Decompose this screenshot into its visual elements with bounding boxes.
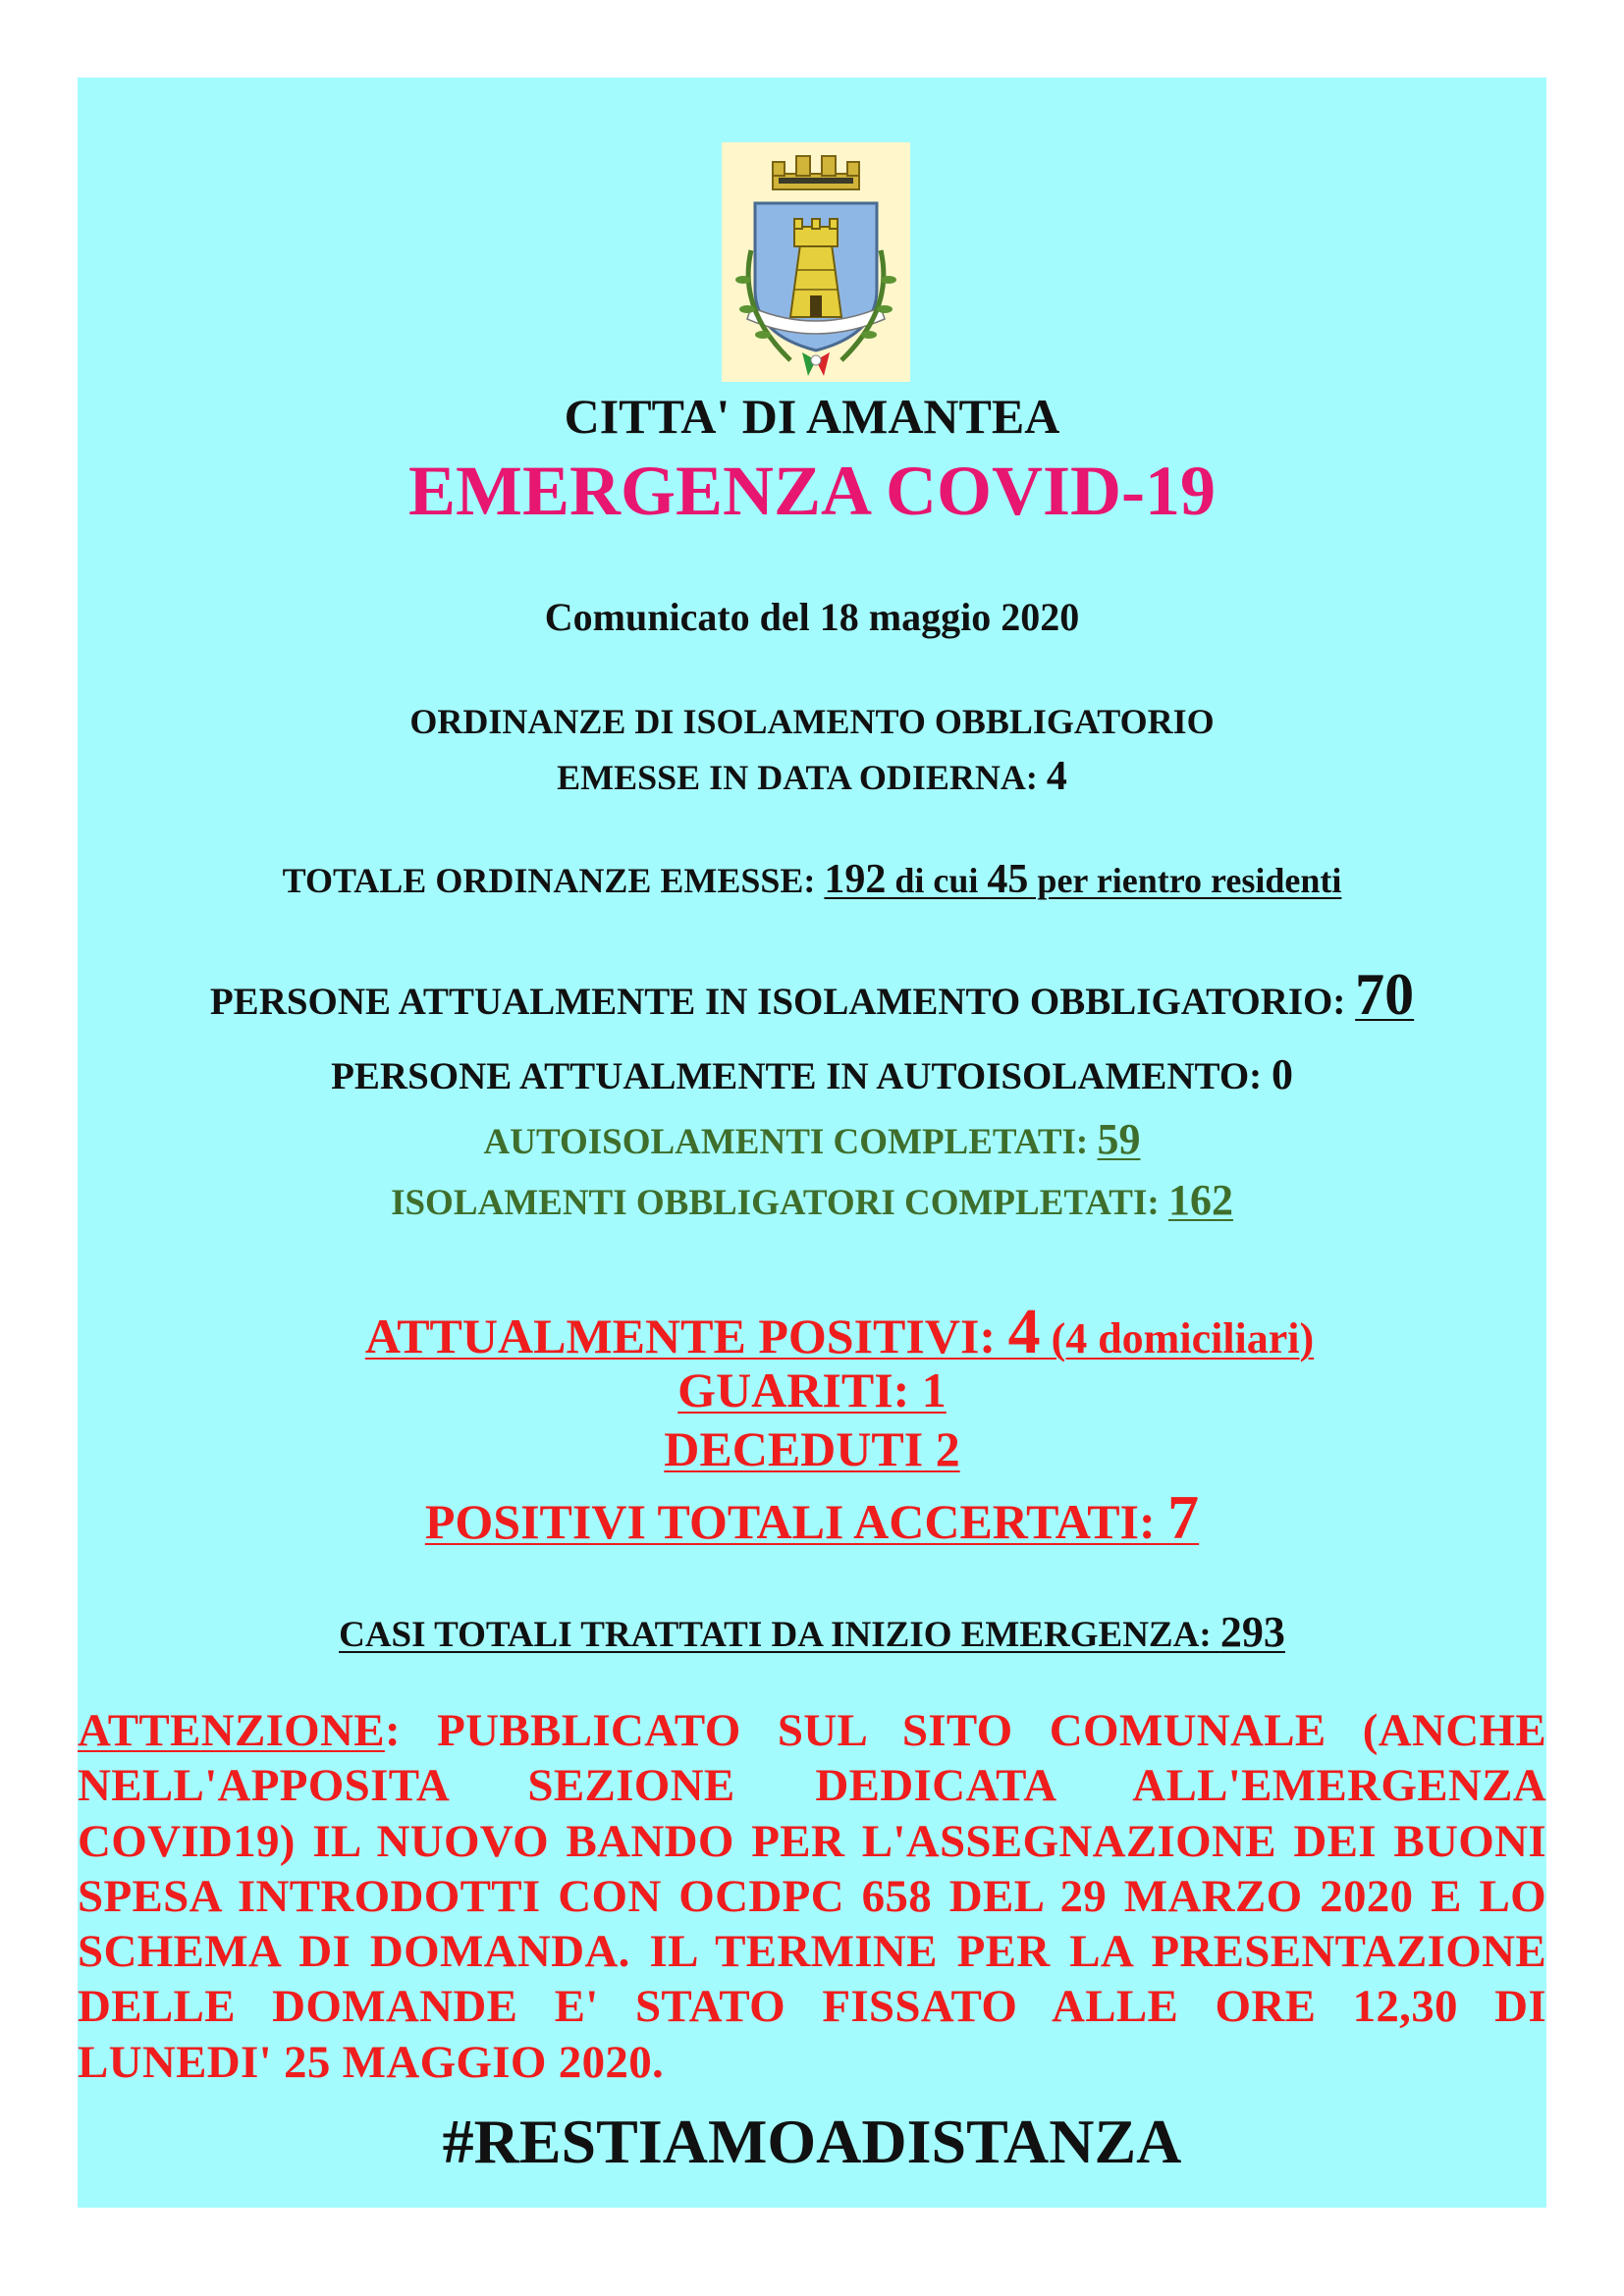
- recovered: GUARITI: 1: [677, 1362, 947, 1417]
- self-isolation-completed-value: 59: [1097, 1115, 1141, 1163]
- total-cases-value: 293: [1219, 1608, 1285, 1656]
- ordinanze-today-value: 4: [1046, 754, 1067, 799]
- total-ordinances-mid: di cui: [886, 861, 988, 900]
- mandatory-isolation: [78, 961, 1546, 1029]
- mandatory-isolation-completed-label: ISOLAMENTI OBBLIGATORI COMPLETATI:: [391, 1183, 1168, 1223]
- mandatory-isolation-completed-value: 162: [1167, 1176, 1233, 1224]
- total-positives: [78, 1481, 1546, 1554]
- ordinanze-today: [78, 753, 1546, 800]
- amantea-coat-of-arms-icon: [722, 142, 910, 382]
- returning-residents-value: 45: [987, 857, 1029, 902]
- total-ordinances-underlined: [824, 857, 1342, 902]
- ordinanze-today-label: EMESSE IN DATA ODIERNA:: [557, 758, 1047, 797]
- announcement-date: Comunicato del 18 maggio 2020: [544, 595, 1080, 639]
- returning-residents-label: per rientro residenti: [1028, 861, 1342, 900]
- ordinanze-heading: ORDINANZE DI ISOLAMENTO OBBLIGATORIO: [409, 702, 1215, 741]
- deceased: DECEDUTI 2: [664, 1421, 960, 1476]
- notice-panel: [78, 78, 1546, 2208]
- page-title: EMERGENZA COVID-19: [407, 452, 1217, 530]
- mandatory-isolation-label: PERSONE ATTUALMENTE IN ISOLAMENTO OBBLIGATORIO:: [209, 981, 1356, 1023]
- self-isolation-completed: [78, 1114, 1546, 1164]
- current-positives-note: (4 domiciliari): [1040, 1314, 1315, 1362]
- total-positives-label: POSITIVI TOTALI ACCERTATI:: [424, 1494, 1168, 1549]
- notice-paragraph: [78, 1703, 1546, 2090]
- city-name: CITTA' DI AMANTEA: [564, 389, 1060, 444]
- self-isolation: [78, 1049, 1546, 1099]
- current-positives: [105, 1295, 1574, 1369]
- notice-lead: ATTENZIONE: [78, 1705, 385, 1756]
- self-isolation-label: PERSONE ATTUALMENTE IN AUTOISOLAMENTO:: [331, 1055, 1272, 1097]
- total-cases: [78, 1607, 1546, 1657]
- total-ordinances-label: TOTALE ORDINANZE EMESSE:: [282, 861, 825, 900]
- notice-text: : PUBBLICATO SUL SITO COMUNALE (ANCHE NELL'APPOSITA SEZIONE DEDICATA ALL'EMERGENZA COVID19) IL NUOVO BANDO PER L'ASSEGNAZIONE DEI BUONI SPESA INTRODOTTI CON OCDPC 658 DEL 29 MARZO 2020 E LO SCHEMA DI DOMANDA. IL TERMINE PER LA PRESENTAZIONE DELLE DOMANDE E' STATO FISSATO ALLE ORE 12,30 DI LUNEDI' 25 MAGGIO 2020.: [78, 1705, 1546, 2088]
- total-ordinances: [78, 856, 1546, 903]
- self-isolation-completed-label: AUTOISOLAMENTI COMPLETATI:: [483, 1122, 1098, 1162]
- current-positives-label: ATTUALMENTE POSITIVI:: [364, 1308, 1008, 1363]
- mandatory-isolation-value: 70: [1355, 962, 1415, 1027]
- total-positives-value: 7: [1167, 1482, 1200, 1552]
- hashtag: #RESTIAMOADISTANZA: [442, 2107, 1182, 2176]
- total-cases-label: CASI TOTALI TRATTATI DA INIZIO EMERGENZA:: [339, 1615, 1220, 1655]
- current-positives-value: 4: [1007, 1296, 1041, 1367]
- mandatory-isolation-completed: [78, 1175, 1546, 1225]
- self-isolation-value: 0: [1271, 1050, 1293, 1098]
- total-ordinances-value: 192: [824, 857, 887, 902]
